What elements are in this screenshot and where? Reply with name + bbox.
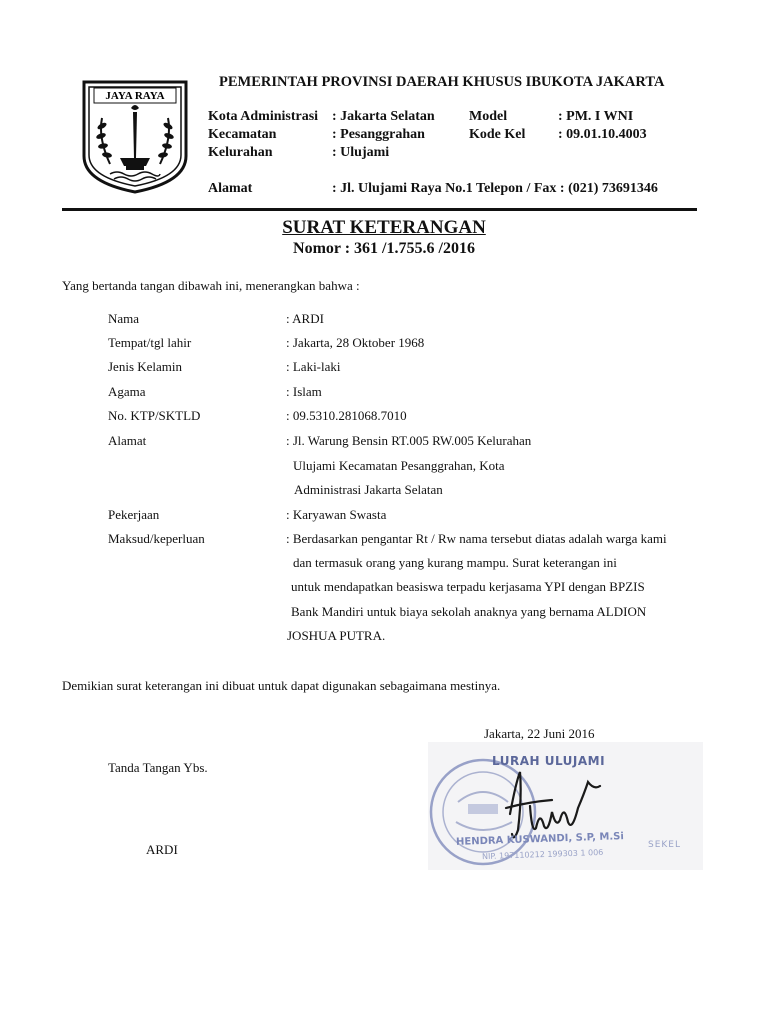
stamp-name: HENDRA KUSWANDI, S.P, M.Si [455,831,624,848]
signer-left-name: ARDI [146,842,178,857]
stamp-nip: NIP. 197110212 199303 1 006 [481,847,604,862]
alamat-header-value: : Jl. Ulujami Raya No.1 Telepon / Fax : (021) 73691346 [332,181,658,196]
field-value-ktp: : 09.5310.281068.7010 [286,408,407,423]
signer-left-label: Tanda Tangan Ybs. [108,760,208,775]
field-value-maksud-line3: untuk mendapatkan beasiswa terpadu kerjasama YPI dengan BPZIS [291,579,645,594]
closing-text: Demikian surat keterangan ini dibuat untuk dapat digunakan sebagaimana mestinya. [62,678,501,693]
field-label-agama: Agama [108,384,146,399]
field-label-maksud: Maksud/keperluan [108,531,205,546]
stamp-fragment: SEKEL [648,840,682,850]
alamat-header-label: Alamat [208,181,253,196]
field-label-nama: Nama [108,311,140,326]
field-value-alamat-line3: Administrasi Jakarta Selatan [294,482,443,497]
stamp-title: LURAH ULUJAMI [492,754,606,768]
kecamatan-value: : Pesanggrahan [332,127,425,142]
field-label-ttl: Tempat/tgl lahir [108,335,192,350]
official-stamp [428,742,703,870]
kode-kel-label: Kode Kel [469,127,526,142]
field-value-ttl: : Jakarta, 28 Oktober 1968 [286,335,425,350]
model-label: Model [469,109,508,124]
field-value-pekerjaan: : Karyawan Swasta [286,507,387,522]
field-value-agama: : Islam [286,384,322,399]
kota-value: : Jakarta Selatan [332,109,435,124]
letter-number: Nomor : 361 /1.755.6 /2016 [293,240,475,257]
field-label-ktp: No. KTP/SKTLD [108,408,201,423]
field-value-maksud-line1: : Berdasarkan pengantar Rt / Rw nama tersebut diatas adalah warga kami [286,531,667,546]
header-divider [62,208,697,211]
field-label-pekerjaan: Pekerjaan [108,507,160,522]
emblem-text: JAYA RAYA [105,90,165,102]
model-value: : PM. I WNI [558,109,634,124]
place-date: Jakarta, 22 Juni 2016 [484,726,595,741]
field-label-jenis-kelamin: Jenis Kelamin [108,359,183,374]
intro-text: Yang bertanda tangan dibawah ini, menerangkan bahwa : [62,278,360,293]
kelurahan-value: : Ulujami [332,145,390,160]
letter-title: SURAT KETERANGAN [282,217,486,238]
jaya-raya-emblem [80,78,190,196]
field-value-alamat-line1: : Jl. Warung Bensin RT.005 RW.005 Kelurahan [286,433,532,448]
field-value-maksud-line4: Bank Mandiri untuk biaya sekolah anaknya yang bernama ALDION [291,604,647,619]
field-value-jenis-kelamin: : Laki-laki [286,359,341,374]
field-value-nama: : ARDI [286,311,324,326]
field-label-alamat: Alamat [108,433,147,448]
kota-label: Kota Administrasi [208,109,319,124]
agency-name: PEMERINTAH PROVINSI DAERAH KHUSUS IBUKOTA JAKARTA [219,74,665,90]
field-value-alamat-line2: Ulujami Kecamatan Pesanggrahan, Kota [293,458,505,473]
field-value-maksud-line5: JOSHUA PUTRA. [287,628,386,643]
kecamatan-label: Kecamatan [208,127,277,142]
kode-kel-value: : 09.01.10.4003 [558,127,647,142]
kelurahan-label: Kelurahan [208,145,273,160]
field-value-maksud-line2: dan termasuk orang yang kurang mampu. Surat keterangan ini [293,555,617,570]
